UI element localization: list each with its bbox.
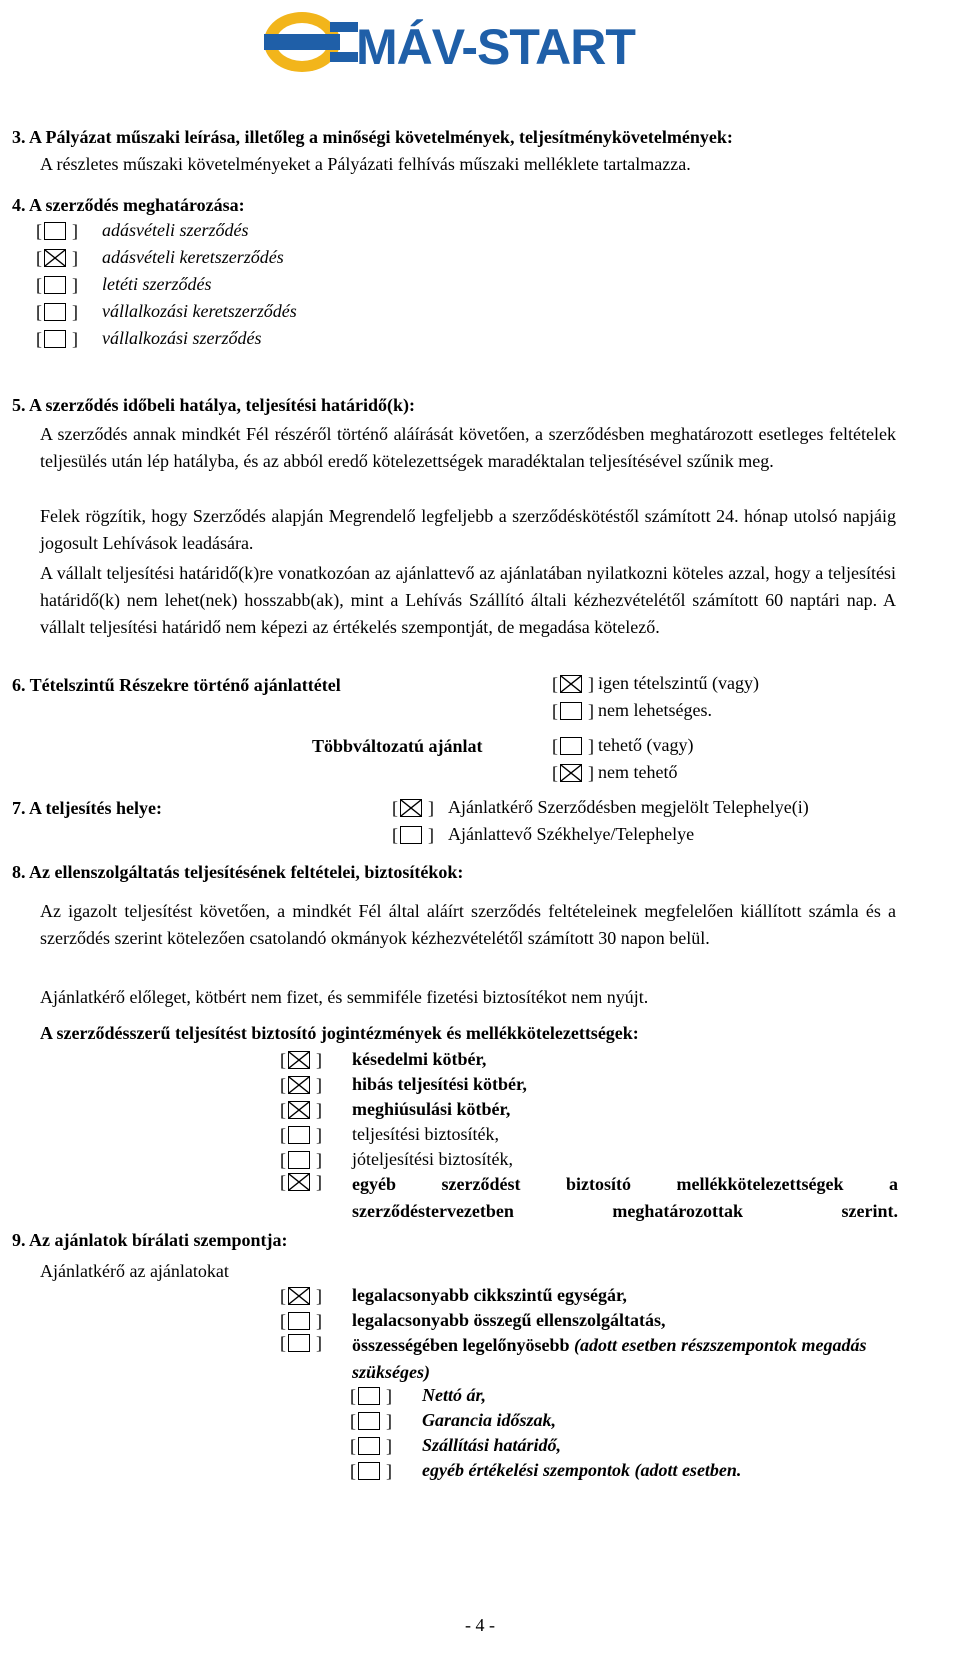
checkbox-checked[interactable]: [ ] <box>552 673 594 694</box>
checkbox-checked[interactable]: [ ] <box>280 1172 322 1192</box>
option-label: jóteljesítési biztosíték, <box>352 1149 513 1169</box>
checkbox-unchecked[interactable]: [ ] <box>280 1149 322 1170</box>
mav-start-logo <box>260 8 640 76</box>
section-5-p3: A vállalt teljesítési határidő(k)re vonatkozóan az ajánlattevő az ajánlatában nyilatkozni köteles azzal, hogy a teljesítési határidő(k) nem lehet(nek) hosszabb(ak), mint a Lehívás Szállító általi kézhezvételétől számított 60 naptári nap. A vállalt teljesítési határidő nem képezi az értékelés szempontját, de megadása kötelező. <box>40 563 896 637</box>
option-label: adásvételi szerződés <box>102 220 249 240</box>
section-3-body: A részletes műszaki követelményeket a Pályázati felhívás műszaki melléklete tartalmazza. <box>40 154 691 174</box>
checkbox-option[interactable] <box>552 732 693 759</box>
checkbox-option[interactable] <box>552 759 677 786</box>
section-8-sub: A szerződésszerű teljesítést biztosító jogintézmények és mellékkötelezettségek: <box>40 1023 639 1043</box>
checkbox-option[interactable] <box>552 670 759 697</box>
checkbox-unchecked[interactable]: [ ] <box>36 328 78 349</box>
option-label: teljesítési biztosíték, <box>352 1124 499 1144</box>
checkbox-checked[interactable]: [ ] <box>36 247 78 268</box>
checkbox-unchecked[interactable]: [ ] <box>350 1410 392 1431</box>
checkbox-option[interactable] <box>36 217 248 244</box>
checkbox-unchecked[interactable]: [ ] <box>552 700 594 721</box>
checkbox-option[interactable] <box>36 244 284 271</box>
checkbox-checked[interactable]: [ ] <box>280 1074 322 1095</box>
checkbox-option[interactable] <box>36 298 297 325</box>
checkbox-checked[interactable]: [ ] <box>280 1285 322 1306</box>
checkbox-unchecked[interactable]: [ ] <box>36 220 78 241</box>
checkbox-option[interactable] <box>36 271 212 298</box>
checkbox-option[interactable] <box>280 1171 898 1225</box>
section-8-title: 8. Az ellenszolgáltatás teljesítésének feltételei, biztosítékok: <box>12 862 464 882</box>
checkbox-checked[interactable]: [ ] <box>280 1099 322 1120</box>
checkbox-unchecked[interactable]: [ ] <box>36 301 78 322</box>
option-label: Ajánlatkérő Szerződésben megjelölt Telephelye(i) <box>448 797 809 817</box>
section-8-p1: Az igazolt teljesítést követően, a mindkét Fél által aláírt szerződés feltételeinek megfelelően kiállított számla és a szerződés szerint kötelezően csatolandó okmányok kézhezvételétől számított 30 napon belül. <box>40 901 896 948</box>
checkbox-option[interactable] <box>280 1096 510 1123</box>
checkbox-option[interactable] <box>280 1071 527 1098</box>
section-8-p2: Ajánlatkérő előleget, kötbért nem fizet, és semmiféle fizetési biztosítékot nem nyújt. <box>40 987 649 1007</box>
checkbox-option[interactable] <box>280 1046 486 1073</box>
checkbox-unchecked[interactable]: [ ] <box>392 824 434 845</box>
checkbox-option[interactable] <box>350 1432 561 1459</box>
checkbox-option[interactable] <box>280 1121 499 1148</box>
option-label: késedelmi kötbér, <box>352 1049 487 1069</box>
section-6-title: 6. Tételszintű Részekre történő ajánlattétel <box>12 675 341 695</box>
section-9-intro: Ajánlatkérő az ajánlatokat <box>40 1261 229 1281</box>
checkbox-option[interactable] <box>392 794 809 821</box>
option-label: nem lehetséges. <box>598 700 712 720</box>
option-label: nem tehető <box>598 762 678 782</box>
section-7-title: 7. A teljesítés helye: <box>12 798 162 818</box>
option-label: vállalkozási keretszerződés <box>102 301 297 321</box>
multi-variant-label: Többváltozatú ajánlat <box>312 736 483 756</box>
option-label: igen tételszintű (vagy) <box>598 673 759 693</box>
option-label: legalacsonyabb cikkszintű egységár, <box>352 1285 627 1305</box>
checkbox-option[interactable] <box>280 1307 666 1334</box>
checkbox-option[interactable] <box>280 1282 627 1309</box>
option-label: hibás teljesítési kötbér, <box>352 1074 527 1094</box>
checkbox-option[interactable] <box>350 1382 486 1409</box>
checkbox-option[interactable] <box>350 1407 556 1434</box>
checkbox-option[interactable] <box>392 821 694 848</box>
section-3-title: 3. A Pályázat műszaki leírása, illetőleg a minőségi követelmények, teljesítménykövetelmények: <box>12 127 733 147</box>
option-label: Nettó ár, <box>422 1385 487 1405</box>
checkbox-checked[interactable]: [ ] <box>392 797 434 818</box>
option-label: tehető (vagy) <box>598 735 694 755</box>
option-label: összességében legelőnyösebb (adott esetben részszempontok megadás szükséges) <box>352 1335 867 1382</box>
checkbox-unchecked[interactable]: [ ] <box>280 1333 322 1353</box>
option-label: egyéb szerződést biztosító mellékkötelezettségek a szerződéstervezetben meghatározottak szerint. <box>352 1174 898 1221</box>
checkbox-unchecked[interactable]: [ ] <box>552 735 594 756</box>
checkbox-option[interactable] <box>350 1457 741 1484</box>
option-label: adásvételi keretszerződés <box>102 247 284 267</box>
checkbox-unchecked[interactable]: [ ] <box>350 1385 392 1406</box>
option-label: egyéb értékelési szempontok (adott esetben. <box>422 1460 742 1480</box>
checkbox-option[interactable] <box>36 325 262 352</box>
option-label: legalacsonyabb összegű ellenszolgáltatás, <box>352 1310 666 1330</box>
section-5-p1: A szerződés annak mindkét Fél részéről történő aláírását követően, a szerződésben meghatározott esetleges feltételek teljesülés után lép hatályba, és az abból eredő kötelezettségek maradéktalan teljesítésével szűnik meg. <box>40 424 896 471</box>
page-number: - 4 - <box>465 1615 495 1635</box>
checkbox-unchecked[interactable]: [ ] <box>280 1310 322 1331</box>
checkbox-unchecked[interactable]: [ ] <box>36 274 78 295</box>
option-note: (adott esetben részszempontok megadás szükséges) <box>352 1335 867 1382</box>
logo-text: MÁV-START <box>356 19 635 75</box>
checkbox-unchecked[interactable]: [ ] <box>350 1460 392 1481</box>
option-label: Ajánlattevő Székhelye/Telephelye <box>448 824 695 844</box>
section-5-p2: Felek rögzítik, hogy Szerződés alapján Megrendelő legfeljebb a szerződéskötéstől számított 24. hónap utolsó napjáig jogosult Lehívások leadására. <box>40 506 896 553</box>
section-5-title: 5. A szerződés időbeli hatálya, teljesítési határidő(k): <box>12 395 415 415</box>
checkbox-unchecked[interactable]: [ ] <box>350 1435 392 1456</box>
checkbox-option[interactable] <box>552 697 712 724</box>
section-4-title: 4. A szerződés meghatározása: <box>12 195 245 215</box>
checkbox-checked[interactable]: [ ] <box>552 762 594 783</box>
option-label: Garancia időszak, <box>422 1410 557 1430</box>
checkbox-option[interactable] <box>280 1146 513 1173</box>
checkbox-option[interactable] <box>280 1332 898 1386</box>
option-label: letéti szerződés <box>102 274 212 294</box>
checkbox-unchecked[interactable]: [ ] <box>280 1124 322 1145</box>
option-label: Szállítási határidő, <box>422 1435 562 1455</box>
option-label: meghiúsulási kötbér, <box>352 1099 511 1119</box>
checkbox-checked[interactable]: [ ] <box>280 1049 322 1070</box>
option-label: vállalkozási szerződés <box>102 328 262 348</box>
section-9-title: 9. Az ajánlatok bírálati szempontja: <box>12 1230 288 1250</box>
